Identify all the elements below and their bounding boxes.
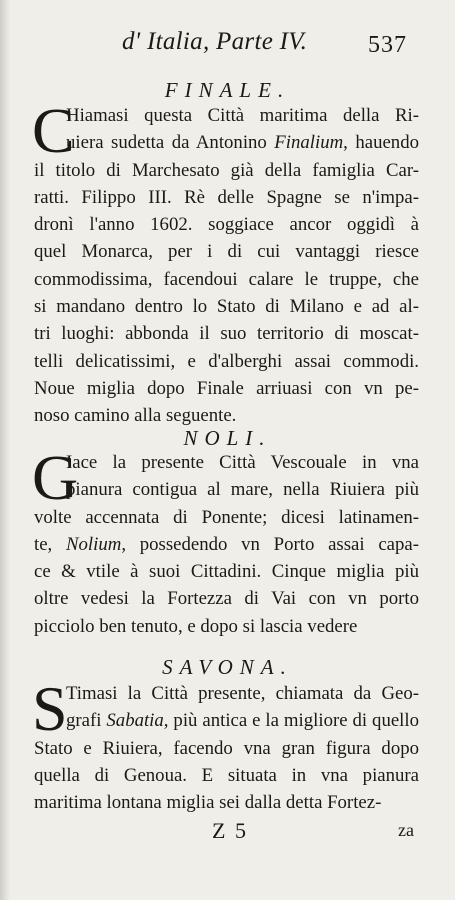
- drop-cap: S: [32, 673, 68, 744]
- text-run: telli delicatissimi, e d'alberghi assai commodi.: [34, 350, 419, 372]
- italic-latin-name: Finalium: [274, 132, 344, 154]
- page-footer: [0, 818, 455, 848]
- text-run: Stato e Riuiera, facendo vna gran figura dopo: [34, 737, 419, 759]
- text-run: Noue miglia dopo Finale arriuasi con vn pe-: [34, 377, 419, 399]
- signature-mark: Z 5: [212, 818, 248, 843]
- text-line: [34, 348, 419, 375]
- text-line: [34, 585, 419, 612]
- text-line: [34, 613, 419, 640]
- text-line: [34, 762, 419, 789]
- text-line: [66, 449, 419, 476]
- text-run: , più antica e la migliore di quello: [163, 710, 419, 732]
- text-run: maritima lontana miglia sei dalla detta Fortez-: [34, 792, 382, 814]
- text-line: [34, 504, 419, 531]
- text-run: si mandano dentro lo Stato di Milano e ad al-: [34, 296, 419, 318]
- text-line: [34, 789, 419, 816]
- text-run: Hiamasi questa Città maritima della Ri-: [66, 105, 419, 126]
- paragraph-savona: [32, 673, 419, 816]
- text-line: [34, 558, 419, 585]
- text-run: volte accennata di Ponente; dicesi latinamen-: [34, 506, 419, 528]
- catchword: za: [398, 820, 414, 840]
- text-line: [34, 157, 419, 184]
- italic-latin-name: Sabatia: [106, 710, 164, 732]
- text-line: [66, 476, 419, 503]
- text-run: Iace la presente Città Vescouale in vna: [66, 452, 419, 473]
- text-run: uiera sudetta da Antonino: [66, 132, 275, 154]
- text-line: [66, 680, 419, 707]
- text-line: [34, 211, 419, 238]
- text-run: pianura contigua al mare, nella Riuiera più: [66, 479, 419, 501]
- page-number: 537: [368, 32, 407, 58]
- drop-cap: C: [32, 95, 75, 166]
- text-run: , possedendo vn Porto assai capa-: [121, 533, 419, 555]
- italic-latin-name: Nolium: [66, 533, 122, 555]
- text-run: quel Monarca, per i di cui vantaggi riesce: [34, 241, 419, 263]
- text-line: [66, 707, 419, 734]
- section-title-finale: FINALE.: [164, 78, 291, 102]
- text-line: [34, 531, 419, 558]
- text-line: [34, 320, 419, 347]
- text-line: [34, 266, 419, 293]
- running-title: d' Italia, Parte IV.: [122, 28, 308, 55]
- section-title-noli: NOLI.: [183, 426, 272, 450]
- drop-cap: G: [32, 442, 79, 513]
- text-run: quella di Genoua. E situata in vna pianura: [34, 764, 419, 786]
- text-line: [34, 735, 419, 762]
- text-run: picciolo ben tenuto, e dopo si lascia vedere: [34, 615, 358, 637]
- text-line: [66, 102, 419, 129]
- text-run: Timasi la Città presente, chiamata da Geo-: [66, 683, 419, 704]
- text-line: [34, 293, 419, 320]
- text-line: [66, 129, 419, 156]
- text-run: commodissima, facendoui calare le truppe, che: [34, 268, 419, 290]
- text-line: [34, 238, 419, 265]
- paragraph-finale: [32, 95, 419, 430]
- text-run: tri luoghi: abbonda il suo territorio di moscat-: [34, 323, 419, 345]
- page-header: [0, 28, 455, 62]
- text-run: ce & vtile à suoi Cittadini. Cinque miglia più: [34, 561, 419, 583]
- text-run: il titolo di Marchesato già della famiglia Car-: [34, 159, 419, 181]
- text-run: noso camino alla seguente.: [34, 405, 237, 427]
- section-title-savona: SAVONA.: [162, 655, 293, 679]
- text-run: grafi: [66, 710, 107, 732]
- paragraph-noli: [32, 442, 419, 640]
- text-line: [34, 375, 419, 402]
- text-run: oltre vedesi la Fortezza di Vai con vn porto: [34, 588, 419, 610]
- text-run: , hauendo: [343, 132, 419, 154]
- text-run: te,: [34, 533, 66, 555]
- text-line: [34, 184, 419, 211]
- text-run: ratti. Filippo III. Rè delle Spagne se n'impa-: [34, 186, 419, 208]
- text-run: dronì l'anno 1602. soggiace ancor oggidì à: [34, 214, 419, 236]
